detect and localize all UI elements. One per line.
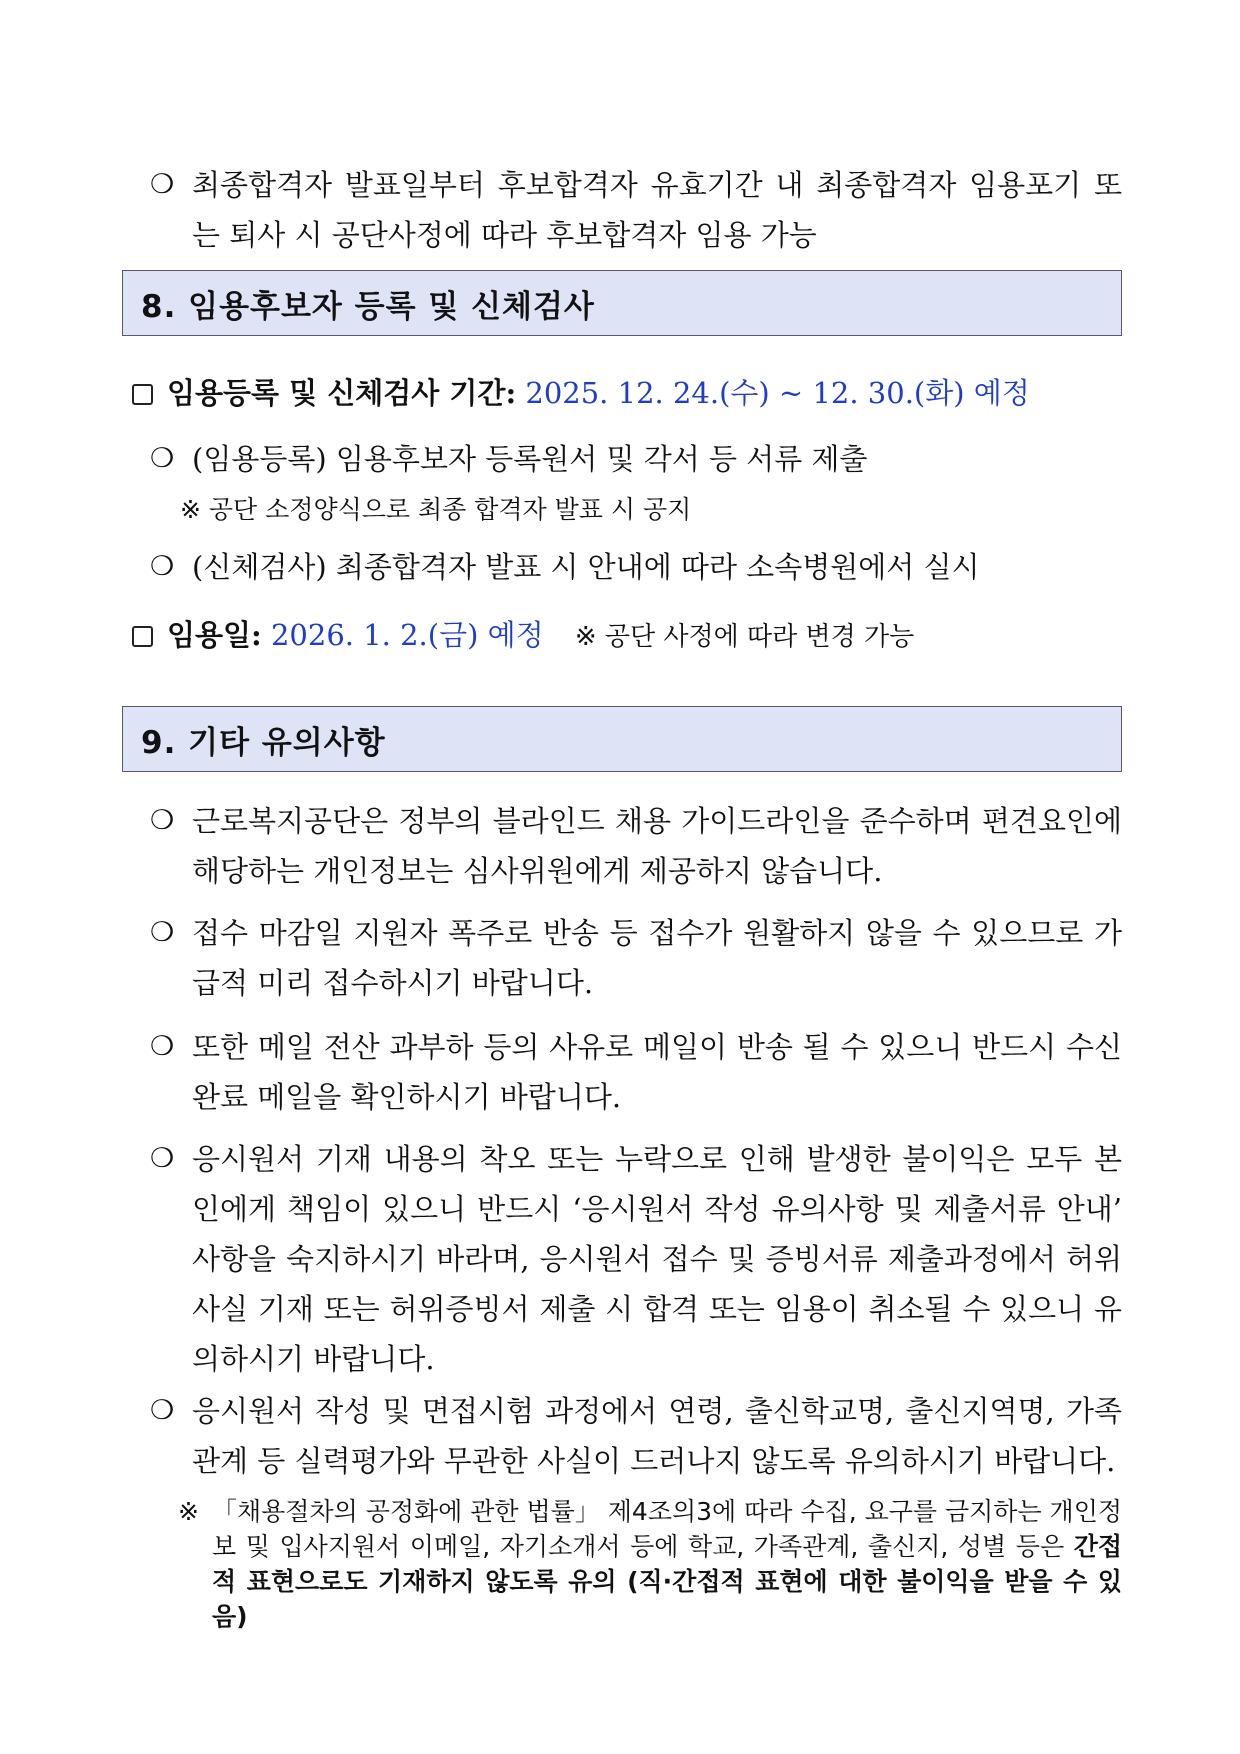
section-9-item-text: 근로복지공단은 정부의 블라인드 채용 가이드라인을 준수하며 편견요인에 해당하는 개인정보는 심사위원에게 제공하지 않습니다. [192,804,1122,888]
section-8-item-text: (신체검사) 최종합격자 발표 시 안내에 따라 소속병원에서 실시 [192,550,980,584]
section-9-item [150,1386,1122,1486]
section-9-header [122,706,1122,772]
section-8-header [122,270,1122,336]
circle-bullet-icon: ❍ [150,1143,175,1174]
circle-bullet-icon: ❍ [150,1031,175,1062]
appointment-date [132,610,1122,662]
top-item-text: 최종합격자 발표일부터 후보합격자 유효기간 내 최종합격자 임용포기 또는 퇴사 시 공단사정에 따라 후보합격자 임용 가능 [192,168,1122,252]
section-9-title: 9. 기타 유의사항 [141,724,386,761]
circle-bullet-icon: ❍ [150,917,175,948]
section-8-item-text: (임용등록) 임용후보자 등록원서 및 각서 등 서류 제출 [192,442,868,476]
circle-bullet-icon: ❍ [150,1395,175,1426]
legal-note [178,1494,1122,1634]
circle-bullet-icon: ❍ [150,805,175,836]
section-8-item-medical [150,542,1122,592]
section-9-item [150,796,1122,896]
circle-bullet-icon: ❍ [150,169,175,200]
top-list-item [150,160,1122,260]
registration-period [132,368,1122,418]
appointment-date-value: 2026. 1. 2.(금) 예정 [270,618,544,652]
section-9-item [150,1022,1122,1122]
legal-note-bold: 간접적 표현으로도 기재하지 않도록 유의 (직·간접적 표현에 대한 불이익을 받을 수 있음) [212,1532,1122,1631]
section-9-item-text: 접수 마감일 지원자 폭주로 반송 등 접수가 원활하지 않을 수 있으므로 가급적 미리 접수하시기 바랍니다. [192,916,1122,1000]
registration-note: ※ 공단 소정양식으로 최종 합격자 발표 시 공지 [180,495,692,524]
registration-period-value: 2025. 12. 24.(수) ~ 12. 30.(화) 예정 [525,376,1030,410]
section-8-item-registration [150,434,1122,484]
section-9-item-text: 또한 메일 전산 과부하 등의 사유로 메일이 반송 될 수 있으니 반드시 수신 완료 메일을 확인하시기 바랍니다. [192,1030,1122,1114]
section-9-item-text: 응시원서 기재 내용의 착오 또는 누락으로 인해 발생한 불이익은 모두 본인에게 책임이 있으니 반드시 ‘응시원서 작성 유의사항 및 제출서류 안내’ 사항을 숙지하시기 바라며, 응시원서 접수 및 증빙서류 제출과정에서 허위사실 기재 또는 허위증빙서 제출 시 합격 또는 임용이 취소될 수 있으니 유의하시기 바랍니다. [192,1142,1122,1376]
square-bullet-icon [132,384,153,405]
reference-mark: ※ [178,1497,199,1526]
appointment-date-note: ※ 공단 사정에 따라 변경 가능 [574,622,915,652]
circle-bullet-icon: ❍ [150,551,175,582]
section-9-item [150,908,1122,1008]
square-bullet-icon [132,626,153,647]
section-9-item-text: 응시원서 작성 및 면접시험 과정에서 연령, 출신학교명, 출신지역명, 가족관계 등 실력평가와 무관한 사실이 드러나지 않도록 유의하시기 바랍니다. [192,1394,1122,1478]
legal-note-text [212,1494,1122,1634]
registration-period-label: 임용등록 및 신체검사 기간: [167,376,517,410]
section-9-item [150,1134,1122,1384]
legal-note-plain: 「채용절차의 공정화에 관한 법률」 제4조의3에 따라 수집, 요구를 금지하는 개인정보 및 입사지원서 이메일, 자기소개서 등에 학교, 가족관계, 출신지, 성별 등은 [212,1497,1122,1561]
circle-bullet-icon: ❍ [150,443,175,474]
appointment-date-label: 임용일: [167,618,262,652]
section-8-title: 8. 임용후보자 등록 및 신체검사 [141,288,595,325]
